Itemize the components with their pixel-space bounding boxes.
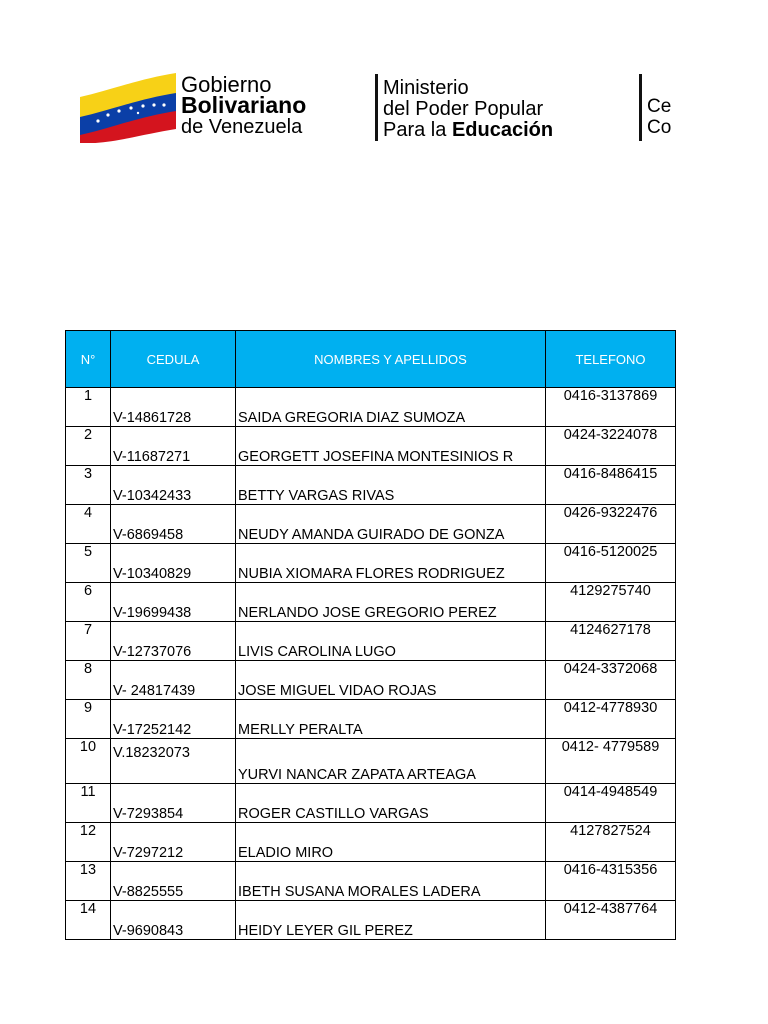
row-number: 4: [66, 505, 111, 544]
gobierno-logo-text: [181, 74, 306, 137]
table-row: [66, 622, 676, 661]
row-number: 7: [66, 622, 111, 661]
row-cedula: V-14861728: [111, 388, 236, 427]
table-row: [66, 823, 676, 862]
ministerio-line3: [383, 120, 553, 141]
row-telefono: 0412-4778930: [546, 700, 676, 739]
row-cedula: V-6869458: [111, 505, 236, 544]
table-row: [66, 862, 676, 901]
table-row: [66, 427, 676, 466]
row-nombre: ROGER CASTILLO VARGAS: [236, 784, 546, 823]
row-number: 8: [66, 661, 111, 700]
row-nombre: ELADIO MIRO: [236, 823, 546, 862]
column-header-telefono: TELEFONO: [546, 331, 676, 388]
table-row: [66, 466, 676, 505]
row-cedula: V-19699438: [111, 583, 236, 622]
row-telefono: 0416-8486415: [546, 466, 676, 505]
header-divider: [375, 74, 378, 141]
ministerio-line3-bold: Educación: [451, 119, 554, 141]
column-header-cedula: CEDULA: [111, 331, 236, 388]
ministerio-text: [383, 78, 553, 141]
gobierno-line2: Bolivariano: [181, 92, 307, 118]
row-cedula: V-10340829: [111, 544, 236, 583]
row-telefono: 0416-5120025: [546, 544, 676, 583]
row-number: 10: [66, 739, 111, 784]
cut-line2: Co: [647, 117, 672, 138]
row-telefono: 0424-3372068: [546, 661, 676, 700]
row-cedula: V-8825555: [111, 862, 236, 901]
row-nombre: BETTY VARGAS RIVAS: [236, 466, 546, 505]
row-telefono: 4127827524: [546, 823, 676, 862]
row-cedula: V-9690843: [111, 901, 236, 940]
column-header-nombres: NOMBRES Y APELLIDOS: [236, 331, 546, 388]
table-row: [66, 739, 676, 784]
table-row: [66, 700, 676, 739]
row-telefono: 0412-4387764: [546, 901, 676, 940]
cut-off-text: [647, 97, 671, 139]
row-cedula: V-12737076: [111, 622, 236, 661]
header-banner: [78, 66, 675, 146]
row-telefono: 0426-9322476: [546, 505, 676, 544]
row-nombre: LIVIS CAROLINA LUGO: [236, 622, 546, 661]
row-number: 11: [66, 784, 111, 823]
gobierno-line1: Gobierno: [181, 72, 272, 97]
ministerio-line2: del Poder Popular: [383, 98, 544, 120]
row-nombre: NUBIA XIOMARA FLORES RODRIGUEZ: [236, 544, 546, 583]
roster-table: [65, 330, 676, 940]
ministerio-line3-prefix: Para la: [383, 119, 452, 141]
table-row: [66, 388, 676, 427]
row-number: 14: [66, 901, 111, 940]
row-nombre: NEUDY AMANDA GUIRADO DE GONZA: [236, 505, 546, 544]
table-row: [66, 784, 676, 823]
row-cedula: V-7293854: [111, 784, 236, 823]
row-nombre: IBETH SUSANA MORALES LADERA: [236, 862, 546, 901]
row-number: 9: [66, 700, 111, 739]
column-header-number: N°: [66, 331, 111, 388]
row-number: 5: [66, 544, 111, 583]
row-number: 2: [66, 427, 111, 466]
gobierno-line3: de Venezuela: [181, 116, 303, 138]
row-cedula: V-10342433: [111, 466, 236, 505]
row-number: 12: [66, 823, 111, 862]
row-telefono: 0412- 4779589: [546, 739, 676, 784]
row-telefono: 0414-4948549: [546, 784, 676, 823]
row-nombre: YURVI NANCAR ZAPATA ARTEAGA: [236, 739, 546, 784]
row-nombre: HEIDY LEYER GIL PEREZ: [236, 901, 546, 940]
row-number: 6: [66, 583, 111, 622]
row-nombre: MERLLY PERALTA: [236, 700, 546, 739]
row-cedula: V-11687271: [111, 427, 236, 466]
row-number: 13: [66, 862, 111, 901]
row-number: 3: [66, 466, 111, 505]
table-header-row: [66, 331, 676, 388]
row-nombre: NERLANDO JOSE GREGORIO PEREZ: [236, 583, 546, 622]
row-telefono: 0416-4315356: [546, 862, 676, 901]
venezuela-flag-icon: [78, 69, 178, 143]
cut-line1: Ce: [647, 96, 672, 117]
row-number: 1: [66, 388, 111, 427]
row-telefono: 0424-3224078: [546, 427, 676, 466]
row-telefono: 4129275740: [546, 583, 676, 622]
row-telefono: 4124627178: [546, 622, 676, 661]
table-row: [66, 583, 676, 622]
row-cedula: V-17252142: [111, 700, 236, 739]
row-nombre: SAIDA GREGORIA DIAZ SUMOZA: [236, 388, 546, 427]
table-row: [66, 901, 676, 940]
row-telefono: 0416-3137869: [546, 388, 676, 427]
table-row: [66, 661, 676, 700]
table-row: [66, 505, 676, 544]
table-row: [66, 544, 676, 583]
row-cedula: V-7297212: [111, 823, 236, 862]
table-body: [66, 388, 676, 940]
row-nombre: GEORGETT JOSEFINA MONTESINIOS R: [236, 427, 546, 466]
row-cedula: V.18232073: [111, 739, 236, 784]
row-cedula: V- 24817439: [111, 661, 236, 700]
row-nombre: JOSE MIGUEL VIDAO ROJAS: [236, 661, 546, 700]
header-divider-2: [639, 74, 642, 141]
ministerio-line1: Ministerio: [383, 77, 469, 99]
